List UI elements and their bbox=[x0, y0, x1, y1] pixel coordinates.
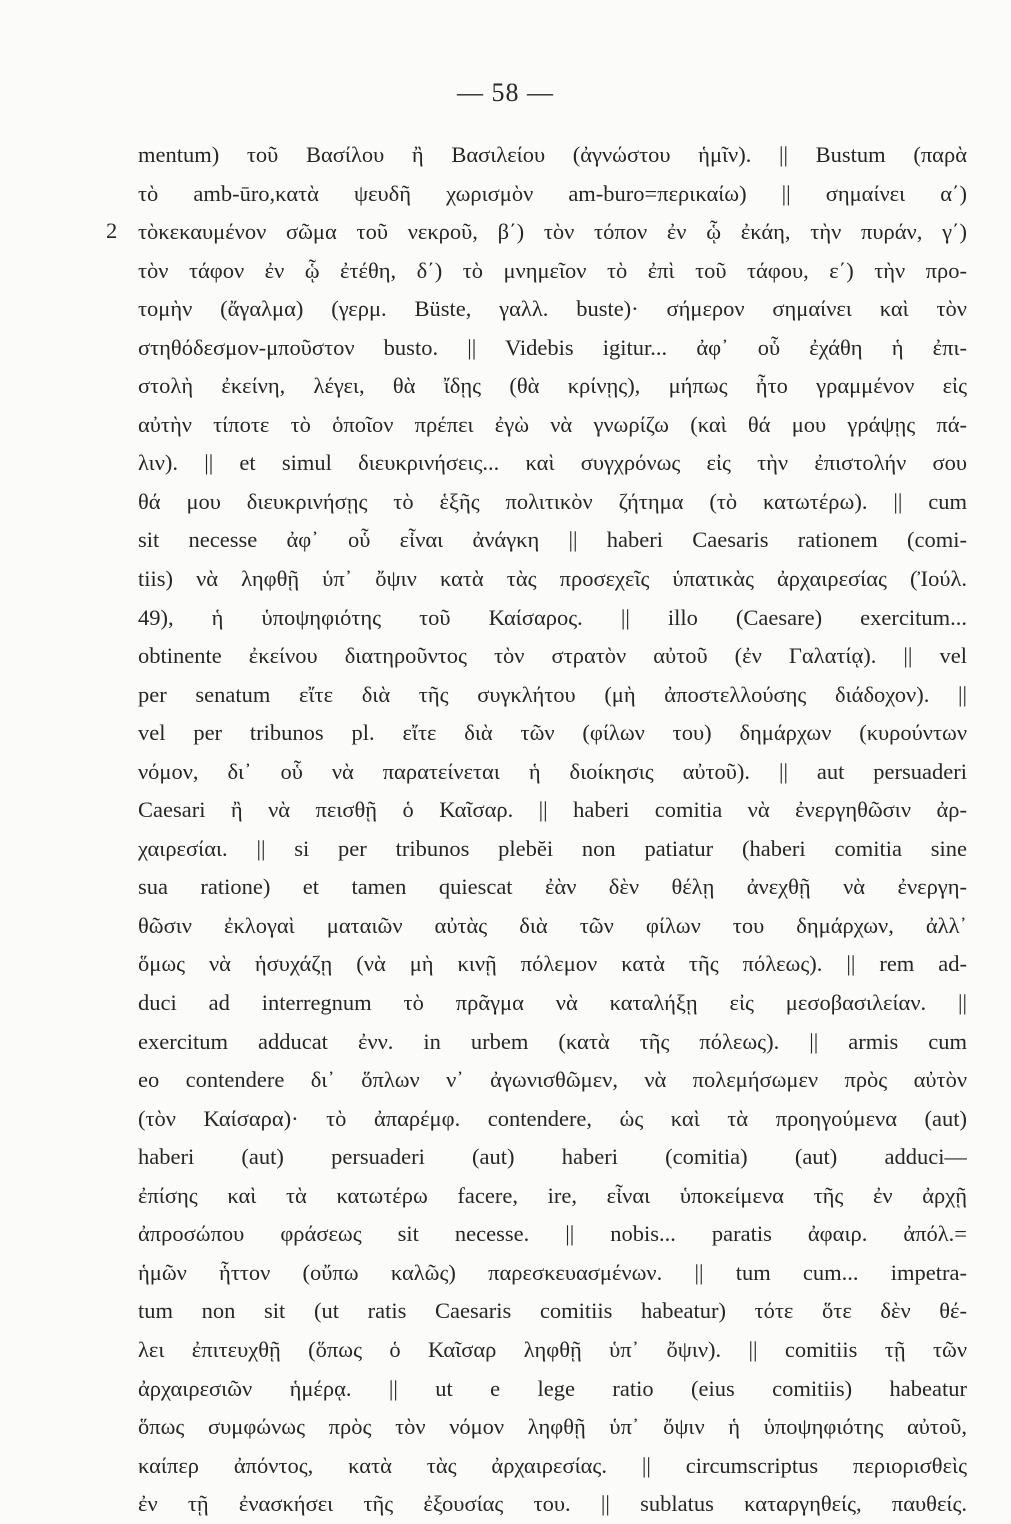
text-line: ἐπίσης καὶ τὰ κατωτέρω facere, ire, εἶναι ὑποκείμενα τῆς ἐν ἀρχῇ bbox=[138, 1182, 967, 1208]
text-line: (τὸν Καίσαρα)· τὸ ἀπαρέμφ. contendere, ὡς καὶ τὰ προηγούμενα (aut) bbox=[138, 1105, 967, 1131]
text-line: ἀπροσώπου φράσεως sit necesse. || nobis... paratis ἀφαιρ. ἀπόλ.= bbox=[138, 1221, 967, 1247]
text-line: mentum) τοῦ Βασίλου ἢ Βασιλείου (ἀγνώστου ἡμῖν). || Bustum (παρὰ bbox=[138, 142, 967, 167]
text-line: ὅμως νὰ ἡσυχάζῃ (νὰ μὴ κινῇ πόλεμον κατὰ τῆς πόλεως). || rem ad- bbox=[138, 951, 967, 977]
text-line: καίπερ ἀπόντος, κατὰ τὰς ἀρχαιρεσίας. || circumscriptus περιορισθεὶς bbox=[138, 1452, 967, 1478]
text-line: ὅπως συμφώνως πρὸς τὸν νόμον ληφθῇ ὑπ᾽ ὄψιν ἡ ὑποψηφιότης αὐτοῦ, bbox=[138, 1414, 967, 1440]
body-text bbox=[138, 136, 967, 1524]
text-line: ἡμῶν ἧττον (οὔπω καλῶς) παρεσκευασμένων. || tum cum... impetra- bbox=[138, 1259, 967, 1285]
text-line: per senatum εἴτε διὰ τῆς συγκλήτου (μὴ ἀποστελλούσης διάδοχον). || bbox=[138, 681, 967, 707]
text-line: τὸκεκαυμένον σῶμα τοῦ νεκροῦ, β΄) τὸν τόπον ἐν ᾧ ἐκάη, τὴν πυράν, γ΄) bbox=[138, 219, 967, 245]
text-line: sit necesse ἀφ᾽ οὗ εἶναι ἀνάγκη || haberi Caesaris rationem (comi- bbox=[138, 527, 967, 553]
text-line: haberi (aut) persuaderi (aut) haberi (comitia) (aut) adduci— bbox=[138, 1144, 967, 1170]
text-line: obtinente ἐκείνου διατηροῦντος τὸν στρατὸν αὐτοῦ (ἐν Γαλατίᾳ). || vel bbox=[138, 643, 967, 669]
text-line: vel per tribunos pl. εἴτε διὰ τῶν (φίλων του) δημάρχων (κυρούντων bbox=[138, 720, 967, 746]
text-line: νόμον, δι᾽ οὗ νὰ παρατείνεται ἡ διοίκησις αὐτοῦ). || aut persuaderi bbox=[138, 758, 967, 784]
text-line: τομὴν (ἄγαλμα) (γερμ. Büste, γαλλ. buste)· σήμερον σημαίνει καὶ τὸν bbox=[138, 296, 967, 322]
text-line: λιν). || et simul διευκρινήσεις... καὶ συγχρόνως εἰς τὴν ἐπιστολήν σου bbox=[138, 450, 967, 476]
text-line: τὸ amb-ūro,κατὰ ψευδῆ χωρισμὸν am-buro=περικαίω) || σημαίνει α΄) bbox=[138, 180, 967, 206]
text-line: tum non sit (ut ratis Caesaris comitiis habeatur) τότε ὅτε δὲν θέ- bbox=[138, 1298, 967, 1324]
text-line: ἀρχαιρεσιῶν ἡμέρᾳ. || ut e lege ratio (eius comitiis) habeatur bbox=[138, 1375, 967, 1401]
margin-line-number: 2 bbox=[106, 218, 118, 243]
text-line: θά μου διευκρινήσῃς τὸ ἑξῆς πολιτικὸν ζήτημα (τὸ κατωτέρω). || cum bbox=[138, 488, 967, 514]
text-line: ἐν τῇ ἐνασκήσει τῆς ἐξουσίας του. || sublatus καταργηθείς, παυθείς. bbox=[138, 1491, 967, 1517]
text-line: τὸν τάφον ἐν ᾧ ἐτέθη, δ΄) τὸ μνημεῖον τὸ ἐπὶ τοῦ τάφου, ε΄) τὴν προ- bbox=[138, 257, 967, 283]
text-line: θῶσιν ἐκλογαὶ ματαιῶν αὐτὰς διὰ τῶν φίλων του δημάρχων, ἀλλ᾽ bbox=[138, 912, 967, 938]
text-line: στηθόδεσμον-μποῦστον busto. || Videbis igitur... ἀφ᾽ οὗ ἐχάθη ἡ ἐπι- bbox=[138, 334, 967, 360]
text-line: Caesari ἢ νὰ πεισθῇ ὁ Καῖσαρ. || haberi comitia νὰ ἐνεργηθῶσιν ἀρ- bbox=[138, 797, 967, 823]
text-line: χαιρεσίαι. || si per tribunos plebĕi non patiatur (haberi comitia sine bbox=[138, 835, 967, 861]
text-line: αὐτὴν τίποτε τὸ ὁποῖον πρέπει ἐγὼ νὰ γνωρίζω (καὶ θά μου γράψῃς πά- bbox=[138, 411, 967, 437]
text-line: sua ratione) et tamen quiescat ἐὰν δὲν θέλῃ ἀνεχθῇ νὰ ἐνεργη- bbox=[138, 874, 967, 900]
text-line: eo contendere δι᾽ ὅπλων ν᾽ ἀγωνισθῶμεν, νὰ πολεμήσωμεν πρὸς αὐτὸν bbox=[138, 1067, 967, 1093]
text-line: duci ad interregnum τὸ πρᾶγμα νὰ καταλήξῃ εἰς μεσοβασιλείαν. || bbox=[138, 990, 967, 1016]
text-line: exercitum adducat ἐνν. in urbem (κατὰ τῆς πόλεως). || armis cum bbox=[138, 1028, 967, 1054]
text-line: λει ἐπιτευχθῇ (ὅπως ὁ Καῖσαρ ληφθῇ ὑπ᾽ ὄψιν). || comitiis τῇ τῶν bbox=[138, 1336, 967, 1362]
text-line: στολὴ ἐκείνη, λέγει, θὰ ἴδῃς (θὰ κρίνῃς), μήπως ἦτο γραμμένον εἰς bbox=[138, 373, 967, 399]
text-line: 49), ἡ ὑποψηφιότης τοῦ Καίσαρος. || illo (Caesare) exercitum... bbox=[138, 604, 967, 630]
page-number: — 58 — bbox=[457, 78, 554, 107]
text-line: tiis) νὰ ληφθῇ ὑπ᾽ ὄψιν κατὰ τὰς προσεχεῖς ὑπατικὰς ἀρχαιρεσίας (Ἰούλ. bbox=[138, 566, 967, 592]
